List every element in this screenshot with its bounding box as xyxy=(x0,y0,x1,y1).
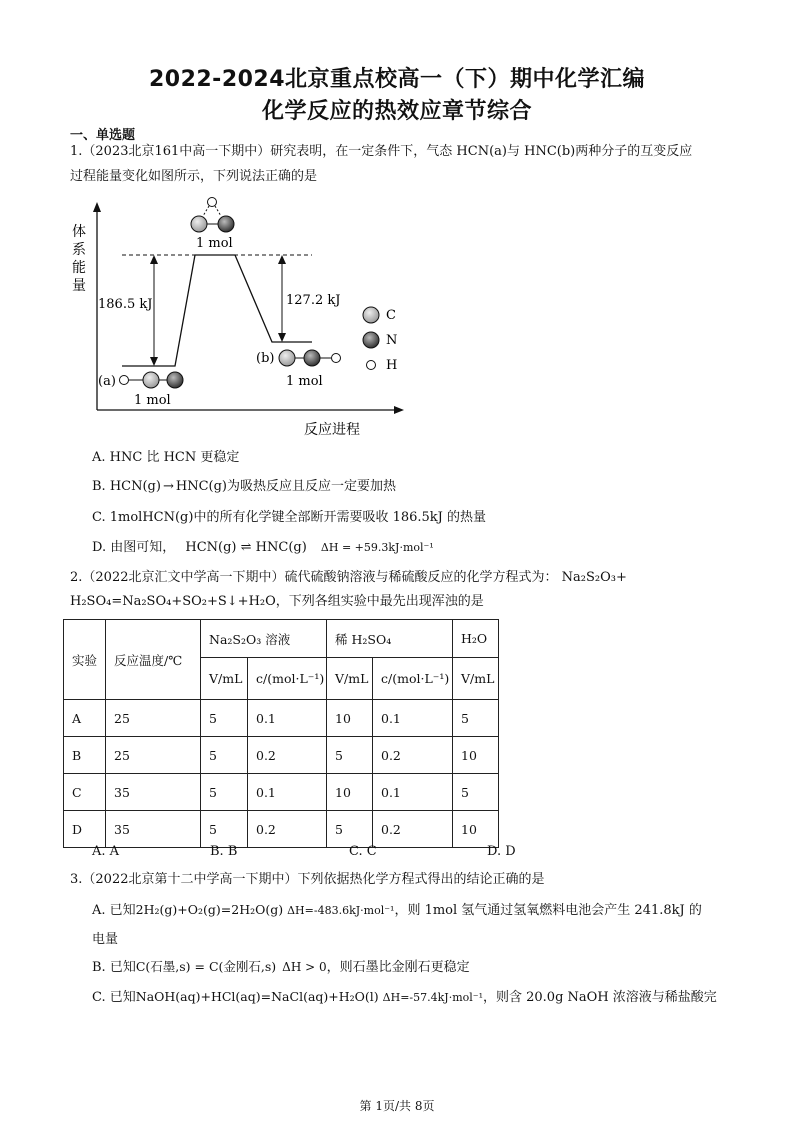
q3-stem: 3.（2022北京第十二中学高一下期中）下列依据热化学方程式得出的结论正确的是 xyxy=(70,872,545,887)
section-heading: 一、单选题 xyxy=(70,128,136,143)
table-cell: 10 xyxy=(327,700,373,737)
table-cell: 10 xyxy=(453,737,499,774)
c-atom-icon xyxy=(191,216,207,232)
th-temp: 反应温度/℃ xyxy=(106,620,201,700)
experiment-table xyxy=(63,619,499,848)
legend-n-label: N xyxy=(386,333,398,348)
q2-option-b: B. B xyxy=(210,844,238,859)
arrow-head xyxy=(278,333,286,342)
legend-n-icon xyxy=(363,332,379,348)
q1-option-b-post: 为吸热反应且反应一定要加热 xyxy=(227,479,397,494)
y-axis-arrow xyxy=(93,202,101,212)
table-cell: 5 xyxy=(327,737,373,774)
q3-option-b-eq: C(石墨,s) = C(金刚石,s) xyxy=(135,959,277,974)
legend-h-label: H xyxy=(386,358,398,373)
ts-mol-label: 1 mol xyxy=(196,236,233,251)
th-na2s2o3: Na₂S₂O₃ 溶液 xyxy=(201,620,327,658)
table-cell: 5 xyxy=(201,774,248,811)
q1-option-b-state2: (g) xyxy=(208,479,227,494)
q3-option-a-line2: 电量 xyxy=(92,932,119,947)
q3-option-b xyxy=(92,956,470,975)
arrow-head xyxy=(150,255,158,264)
c-atom-icon xyxy=(279,350,295,366)
q3-option-c-eq: NaOH(aq)+HCl(aq)=NaCl(aq)+H₂O(l) xyxy=(135,989,379,1004)
table-cell: 5 xyxy=(201,737,248,774)
q3-option-c-dh: ΔH=-57.4kJ·mol⁻¹ xyxy=(382,991,483,1004)
q2-option-d: D. D xyxy=(487,844,516,859)
energy-diagram xyxy=(60,190,420,445)
table-cell: 35 xyxy=(106,811,201,848)
h-atom-icon xyxy=(120,376,129,385)
table-cell: 5 xyxy=(453,700,499,737)
q1-option-b-arrow: → xyxy=(162,479,174,494)
b-label: (b) xyxy=(256,351,275,366)
table-cell: 0.1 xyxy=(373,700,453,737)
q3-option-a-eq: 2H₂(g)+O₂(g)=2H₂O(g) xyxy=(135,902,284,917)
arrow-head xyxy=(150,357,158,366)
c-atom-icon xyxy=(143,372,159,388)
table-cell: 0.2 xyxy=(373,811,453,848)
q1-option-a: A. HNC 比 HCN 更稳定 xyxy=(92,450,240,465)
n-atom-icon xyxy=(167,372,183,388)
q1-option-b-product: HNC xyxy=(175,479,209,494)
q2-stem-line2: H₂SO₄=Na₂SO₄+SO₂+S↓+H₂O，下列各组实验中最先出现浑浊的是 xyxy=(70,594,484,609)
th-sub: c/(mol·L⁻¹) xyxy=(248,658,327,700)
q3-option-c xyxy=(92,986,717,1005)
a-mol-label: 1 mol xyxy=(134,393,171,408)
table-cell: 0.2 xyxy=(248,737,327,774)
a-label: (a) xyxy=(98,374,116,389)
table-cell: 5 xyxy=(453,774,499,811)
table-cell: 25 xyxy=(106,700,201,737)
y-label-char: 量 xyxy=(72,278,86,294)
table-cell: 0.1 xyxy=(373,774,453,811)
q1-option-b xyxy=(92,475,396,494)
document-title: 2022-2024北京重点校高一（下）期中化学汇编 xyxy=(148,67,646,92)
table-cell: A xyxy=(64,700,106,737)
q1-stem-line1: 1.（2023北京161中高一下期中）研究表明，在一定条件下，气态 HCN(a)与 HNC(b)两种分子的互变反应 xyxy=(70,144,693,159)
q1-option-d-pre: D. 由图可知， xyxy=(92,540,176,555)
q1-stem-line2: 过程能量变化如图所示，下列说法正确的是 xyxy=(70,169,318,184)
energy-label-2: 127.2 kJ xyxy=(286,293,341,308)
th-exp: 实验 xyxy=(64,620,106,700)
q1-option-b-pre: B. HCN xyxy=(92,479,143,494)
arrow-head xyxy=(278,255,286,264)
table-cell: B xyxy=(64,737,106,774)
table-cell: 10 xyxy=(327,774,373,811)
q3-option-a-dh: ΔH=-483.6kJ·mol⁻¹ xyxy=(287,904,395,917)
q3-option-a-pre: A. 已知 xyxy=(92,903,136,918)
table-cell: C xyxy=(64,774,106,811)
q2-option-a: A. A xyxy=(92,844,120,859)
bond-dashed xyxy=(215,206,221,216)
q2-option-c: C. C xyxy=(349,844,377,859)
energy-label-1: 186.5 kJ xyxy=(98,297,153,312)
y-label-char: 能 xyxy=(72,260,86,276)
document-subtitle: 化学反应的热效应章节综合 xyxy=(261,99,532,124)
y-label-char: 体 xyxy=(72,224,86,240)
n-atom-icon xyxy=(218,216,234,232)
q3-option-b-post: ，则石墨比金刚石更稳定 xyxy=(326,960,470,975)
table-cell: 5 xyxy=(201,700,248,737)
table-cell: 5 xyxy=(201,811,248,848)
x-axis-label: 反应进程 xyxy=(304,422,360,438)
table-row xyxy=(64,737,499,774)
table-cell: 0.1 xyxy=(248,700,327,737)
th-sub: V/mL xyxy=(201,658,248,700)
table-cell: 5 xyxy=(327,811,373,848)
q3-option-b-dh: ΔH > 0 xyxy=(282,960,327,974)
bond-dashed xyxy=(203,206,209,216)
legend-h-icon xyxy=(367,361,376,370)
h-atom-icon xyxy=(332,354,341,363)
table-cell: D xyxy=(64,811,106,848)
table-row xyxy=(64,774,499,811)
th-sub: V/mL xyxy=(453,658,499,700)
th-sub: V/mL xyxy=(327,658,373,700)
page-footer: 第 1页/共 8页 xyxy=(359,1099,435,1113)
q1-option-d-dh: ΔH = +59.3kJ·mol⁻¹ xyxy=(320,541,434,554)
th-h2so4: 稀 H₂SO₄ xyxy=(327,620,453,658)
table-row xyxy=(64,700,499,737)
q2-stem-line1: 2.（2022北京汇文中学高一下期中）硫代硫酸钠溶液与稀硫酸反应的化学方程式为： Na₂S₂O₃+ xyxy=(70,570,627,585)
q3-option-c-pre: C. 已知 xyxy=(92,990,136,1005)
n-atom-icon xyxy=(304,350,320,366)
legend-c-label: C xyxy=(386,308,396,323)
q3-option-b-pre: B. 已知 xyxy=(92,960,136,975)
q1-option-d xyxy=(92,536,434,555)
table-row xyxy=(64,811,499,848)
table-cell: 35 xyxy=(106,774,201,811)
table-cell: 0.2 xyxy=(373,737,453,774)
q3-option-c-post: ，则含 20.0g NaOH 浓溶液与稀盐酸完 xyxy=(483,990,717,1005)
y-label-char: 系 xyxy=(72,242,86,258)
q1-option-b-state: (g) xyxy=(142,479,161,494)
q1-option-d-eq: HCN(g) ⇌ HNC(g) xyxy=(185,540,307,555)
table-cell: 0.2 xyxy=(248,811,327,848)
table-cell: 10 xyxy=(453,811,499,848)
table-cell: 25 xyxy=(106,737,201,774)
x-axis-arrow xyxy=(394,406,404,414)
q1-option-c: C. 1molHCN(g)中的所有化学键全部断开需要吸收 186.5kJ 的热量 xyxy=(92,510,487,525)
legend-c-icon xyxy=(363,307,379,323)
q3-option-a xyxy=(92,899,702,918)
table-cell: 0.1 xyxy=(248,774,327,811)
th-h2o: H₂O xyxy=(453,620,499,658)
b-mol-label: 1 mol xyxy=(286,374,323,389)
h-atom-icon xyxy=(208,198,217,207)
th-sub: c/(mol·L⁻¹) xyxy=(373,658,453,700)
q3-option-a-post: ，则 1mol 氢气通过氢氧燃料电池会产生 241.8kJ 的 xyxy=(394,903,702,918)
